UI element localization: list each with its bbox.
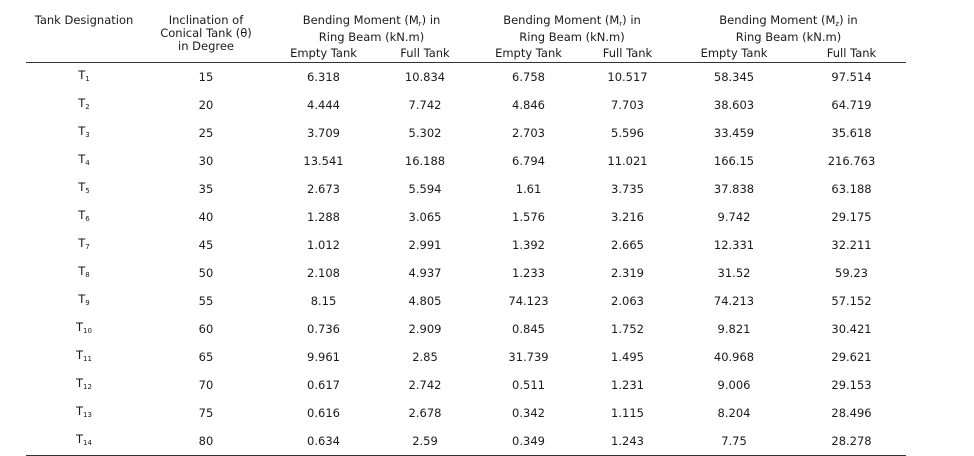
- moment-r-full-cell: 2.678: [408, 406, 442, 420]
- tank-number: 6: [85, 215, 90, 223]
- header-group-3: [671, 8, 906, 44]
- moment-z-full-cell: 63.188: [831, 182, 872, 196]
- inclination-cell: 60: [198, 322, 214, 336]
- moment-r-full-cell: 2.59: [412, 434, 438, 448]
- moment-r2-full-cell: 5.596: [611, 126, 644, 140]
- moment-r2-empty-cell: 74.123: [508, 294, 549, 308]
- tank-letter: T: [76, 404, 84, 418]
- inclination-cell: 70: [198, 378, 214, 392]
- tank-number: 3: [85, 131, 90, 139]
- moment-r-empty-cell: 13.541: [303, 154, 344, 168]
- table-row: [26, 315, 906, 343]
- header-full-tank-2: Full Tank: [602, 46, 653, 60]
- moment-r2-full-cell: 3.216: [611, 210, 644, 224]
- moment-r-full-cell: 2.85: [412, 350, 438, 364]
- inclination-cell: 50: [198, 266, 214, 280]
- moment-r-full-cell: 2.742: [408, 378, 442, 392]
- tank-number: 5: [85, 187, 90, 195]
- inclination-cell: 15: [198, 70, 214, 84]
- header-group-2: [473, 8, 671, 44]
- moment-r-empty-cell: 4.444: [307, 98, 340, 112]
- tank-letter: T: [76, 320, 84, 334]
- inclination-cell: 35: [198, 182, 214, 196]
- moment-r2-empty-cell: 1.576: [512, 210, 545, 224]
- tank-designation-cell: [26, 343, 142, 371]
- tank-designation-cell: [26, 91, 142, 119]
- tank-designation-cell: [26, 63, 142, 92]
- moment-r-full-cell: 3.065: [408, 210, 442, 224]
- inclination-cell: 55: [198, 294, 214, 308]
- moment-r2-empty-cell: 6.794: [512, 154, 545, 168]
- table-header: [26, 8, 906, 63]
- group-2-line1: Bending Moment (M: [503, 13, 620, 27]
- moment-r2-full-cell: 1.752: [611, 322, 644, 336]
- tank-number: 9: [85, 299, 90, 307]
- group-1-line1: Bending Moment (M: [302, 13, 419, 27]
- group-1-line2: Ring Beam (kN.m): [318, 30, 425, 44]
- inclination-cell: 45: [198, 238, 214, 252]
- moment-r-full-cell: 4.937: [408, 266, 442, 280]
- tank-letter: T: [78, 124, 86, 138]
- table-row: [26, 203, 906, 231]
- group-3-line2: Ring Beam (kN.m): [735, 30, 842, 44]
- tank-letter: T: [78, 236, 86, 250]
- header-empty-tank-1: Empty Tank: [290, 46, 357, 60]
- tank-number: 4: [85, 159, 90, 167]
- moment-r2-empty-cell: 1.392: [512, 238, 545, 252]
- tank-number: 1: [85, 75, 90, 83]
- moment-r-full-cell: 10.834: [404, 70, 446, 84]
- tank-number: 2: [85, 103, 90, 111]
- moment-r2-full-cell: 3.735: [611, 182, 644, 196]
- tank-number: 12: [83, 383, 92, 391]
- tank-number: 8: [85, 271, 90, 279]
- header-empty-tank-2: Empty Tank: [495, 46, 562, 60]
- moment-r2-empty-cell: 0.845: [512, 322, 545, 336]
- moment-r2-full-cell: 2.319: [611, 266, 644, 280]
- moment-r2-full-cell: 1.495: [611, 350, 644, 364]
- header-group-1: [270, 8, 473, 44]
- moment-z-empty-cell: 8.204: [717, 406, 751, 420]
- tank-number: 11: [83, 355, 92, 363]
- moment-z-empty-cell: 40.968: [713, 350, 755, 364]
- inclination-cell: 80: [198, 434, 214, 448]
- tank-letter: T: [78, 264, 86, 278]
- table-row: [26, 259, 906, 287]
- table-row: [26, 287, 906, 315]
- moment-z-full-cell: 57.152: [831, 294, 872, 308]
- moment-r-empty-cell: 9.961: [307, 350, 340, 364]
- moment-r-empty-cell: 1.288: [307, 210, 340, 224]
- inclination-cell: 30: [198, 154, 214, 168]
- group-3-sub: z: [835, 20, 840, 28]
- moment-r2-empty-cell: 2.703: [512, 126, 545, 140]
- moment-r2-full-cell: 1.115: [611, 406, 644, 420]
- header-inclination-line2: Conical Tank (θ): [160, 26, 252, 40]
- header-tank-designation-text: Tank Designation: [34, 13, 134, 27]
- moment-r2-empty-cell: 1.61: [515, 182, 542, 196]
- inclination-cell: 65: [198, 350, 214, 364]
- moment-r-full-cell: 5.302: [408, 126, 442, 140]
- moment-z-empty-cell: 12.331: [713, 238, 755, 252]
- moment-z-full-cell: 216.763: [827, 154, 876, 168]
- moment-z-empty-cell: 37.838: [713, 182, 755, 196]
- header-inclination-line3: in Degree: [178, 39, 234, 53]
- moment-r2-full-cell: 10.517: [607, 70, 648, 84]
- moment-z-full-cell: 32.211: [831, 238, 872, 252]
- tank-letter: T: [78, 292, 86, 306]
- tank-letter: T: [78, 152, 86, 166]
- tank-number: 7: [85, 243, 90, 251]
- tank-number: 14: [83, 439, 92, 447]
- tank-number: 13: [83, 411, 92, 419]
- tank-letter: T: [76, 348, 84, 362]
- inclination-cell: 75: [198, 406, 214, 420]
- tank-designation-cell: [26, 119, 142, 147]
- moment-r2-full-cell: 11.021: [607, 154, 648, 168]
- header-tank-designation: [26, 8, 142, 63]
- group-1-sub: r: [418, 20, 422, 28]
- moment-r-full-cell: 7.742: [408, 98, 442, 112]
- header-inclination-line1: Inclination of: [168, 13, 244, 27]
- moment-r2-full-cell: 2.665: [611, 238, 644, 252]
- tank-designation-cell: [26, 315, 142, 343]
- moment-r-full-cell: 4.805: [408, 294, 442, 308]
- moment-z-empty-cell: 38.603: [713, 98, 755, 112]
- moment-z-empty-cell: 9.821: [717, 322, 751, 336]
- inclination-cell: 25: [198, 126, 214, 140]
- moment-r-empty-cell: 8.15: [310, 294, 337, 308]
- moment-r2-full-cell: 1.231: [611, 378, 644, 392]
- tank-designation-cell: [26, 175, 142, 203]
- bending-moment-table: [26, 8, 906, 456]
- table-row: [26, 63, 906, 92]
- group-1-line1-end: ) in: [421, 13, 441, 27]
- tank-letter: T: [78, 96, 86, 110]
- moment-r-empty-cell: 2.673: [307, 182, 340, 196]
- moment-r2-empty-cell: 6.758: [512, 70, 545, 84]
- moment-z-empty-cell: 9.742: [717, 210, 751, 224]
- moment-z-empty-cell: 58.345: [713, 70, 755, 84]
- group-2-line2: Ring Beam (kN.m): [519, 30, 625, 44]
- tank-designation-cell: [26, 147, 142, 175]
- table-row: [26, 343, 906, 371]
- moment-r-full-cell: 5.594: [408, 182, 442, 196]
- moment-r-full-cell: 2.909: [408, 322, 442, 336]
- moment-z-empty-cell: 33.459: [713, 126, 755, 140]
- moment-z-full-cell: 30.421: [831, 322, 872, 336]
- table-row: [26, 399, 906, 427]
- tank-letter: T: [78, 180, 86, 194]
- table-row: [26, 147, 906, 175]
- tank-letter: T: [78, 208, 86, 222]
- moment-r2-empty-cell: 4.846: [512, 98, 545, 112]
- tank-designation-cell: [26, 371, 142, 399]
- moment-z-full-cell: 29.153: [831, 378, 872, 392]
- moment-r-empty-cell: 3.709: [307, 126, 340, 140]
- table-row: [26, 91, 906, 119]
- group-3-line1: Bending Moment (M: [719, 13, 836, 27]
- moment-z-empty-cell: 9.006: [717, 378, 751, 392]
- table-body: [26, 63, 906, 456]
- tank-number: 10: [83, 327, 92, 335]
- tank-designation-cell: [26, 231, 142, 259]
- moment-z-empty-cell: 7.75: [721, 434, 747, 448]
- moment-z-full-cell: 59.23: [835, 266, 868, 280]
- moment-r-empty-cell: 0.634: [307, 434, 340, 448]
- group-2-sub: r: [619, 20, 623, 28]
- moment-r-empty-cell: 1.012: [307, 238, 340, 252]
- moment-r-full-cell: 2.991: [408, 238, 442, 252]
- table-row: [26, 427, 906, 456]
- moment-r-empty-cell: 0.617: [307, 378, 340, 392]
- table-row: [26, 175, 906, 203]
- tank-letter: T: [78, 68, 86, 82]
- header-full-tank-1: Full Tank: [400, 46, 450, 60]
- moment-r-full-cell: 16.188: [404, 154, 446, 168]
- moment-z-full-cell: 97.514: [831, 70, 872, 84]
- tank-designation-cell: [26, 399, 142, 427]
- moment-z-empty-cell: 74.213: [713, 294, 755, 308]
- moment-r2-empty-cell: 0.349: [512, 434, 545, 448]
- table-row: [26, 231, 906, 259]
- moment-z-full-cell: 64.719: [831, 98, 872, 112]
- header-inclination: [142, 8, 270, 63]
- group-2-line1-end: ) in: [622, 13, 641, 27]
- tank-letter: T: [76, 432, 84, 446]
- header-empty-tank-3: Empty Tank: [700, 46, 768, 60]
- moment-z-empty-cell: 166.15: [713, 154, 755, 168]
- header-full-tank-3: Full Tank: [826, 46, 877, 60]
- moment-z-full-cell: 29.175: [831, 210, 872, 224]
- tank-designation-cell: [26, 427, 142, 456]
- moment-r2-full-cell: 1.243: [611, 434, 644, 448]
- moment-r2-full-cell: 2.063: [611, 294, 644, 308]
- tank-designation-cell: [26, 203, 142, 231]
- moment-r2-empty-cell: 0.511: [512, 378, 545, 392]
- moment-r-empty-cell: 2.108: [307, 266, 340, 280]
- inclination-cell: 40: [198, 210, 214, 224]
- tank-designation-cell: [26, 287, 142, 315]
- tank-designation-cell: [26, 259, 142, 287]
- moment-z-full-cell: 28.278: [831, 434, 872, 448]
- moment-r2-empty-cell: 31.739: [508, 350, 549, 364]
- moment-r-empty-cell: 0.736: [307, 322, 340, 336]
- table-row: [26, 119, 906, 147]
- moment-z-full-cell: 35.618: [831, 126, 872, 140]
- table-row: [26, 371, 906, 399]
- moment-z-full-cell: 29.621: [831, 350, 872, 364]
- moment-z-empty-cell: 31.52: [717, 266, 751, 280]
- inclination-cell: 20: [198, 98, 214, 112]
- moment-r-empty-cell: 6.318: [307, 70, 340, 84]
- moment-r2-empty-cell: 1.233: [512, 266, 545, 280]
- moment-r2-full-cell: 7.703: [611, 98, 644, 112]
- moment-z-full-cell: 28.496: [831, 406, 872, 420]
- tank-letter: T: [76, 376, 84, 390]
- group-3-line1-end: ) in: [839, 13, 858, 27]
- moment-r-empty-cell: 0.616: [307, 406, 340, 420]
- moment-r2-empty-cell: 0.342: [512, 406, 545, 420]
